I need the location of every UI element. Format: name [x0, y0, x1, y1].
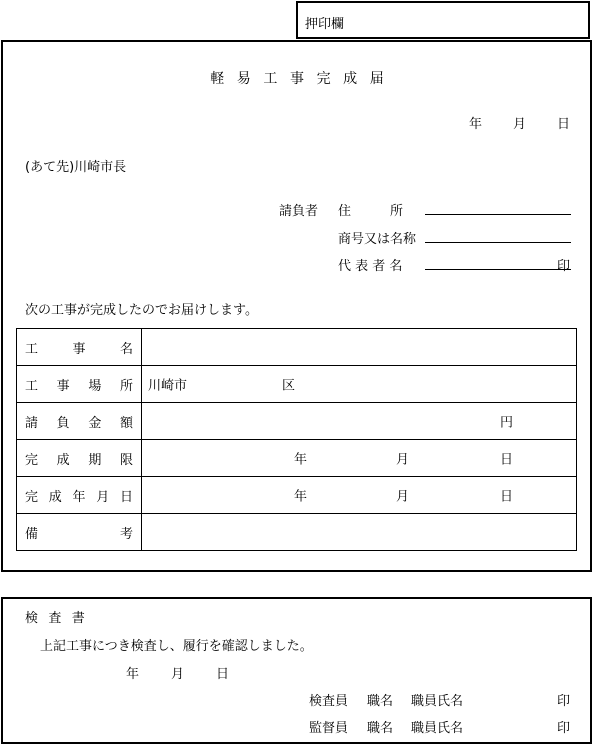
- year-label: 年: [126, 667, 140, 682]
- addressee: (あて先)川崎市長: [25, 160, 127, 175]
- table-row: [17, 329, 577, 366]
- year-label: 年: [294, 452, 308, 468]
- table-row: [17, 366, 577, 403]
- inspector-seal: 印: [557, 694, 571, 709]
- stamp-label: 押印欄: [305, 17, 345, 32]
- day-label: 日: [216, 667, 230, 682]
- table-row: [17, 403, 577, 440]
- work-table: [16, 328, 577, 551]
- supervisor-post: 職名: [367, 721, 394, 736]
- contractor-label: 請負者: [279, 204, 319, 219]
- work-name-field[interactable]: [142, 329, 577, 366]
- ward-label: 区: [282, 378, 296, 394]
- seal-mark: 印: [557, 259, 571, 274]
- day-label: 日: [500, 452, 514, 468]
- representative-label: 代 表 者 名: [338, 259, 403, 274]
- inspector-post: 職名: [367, 694, 394, 709]
- table-row: [17, 514, 577, 551]
- year-label: 年: [294, 489, 308, 505]
- table-row: [17, 477, 577, 514]
- company-field[interactable]: [425, 242, 571, 243]
- address-field[interactable]: [425, 214, 571, 215]
- supervisor-name: 職員氏名: [411, 721, 464, 736]
- row-label-work-name: 工 事 名: [17, 329, 142, 366]
- inspection-statement: 上記工事につき検査し、履行を確認しました。: [40, 639, 313, 654]
- city-label: 川崎市: [148, 378, 188, 394]
- table-row: [17, 440, 577, 477]
- inspection-title: 検査書: [25, 611, 96, 626]
- supervisor-role: 監督員: [309, 721, 349, 736]
- completion-date-field[interactable]: [142, 477, 577, 514]
- day-label: 日: [500, 489, 514, 505]
- month-label: 月: [171, 667, 185, 682]
- intro-text: 次の工事が完成したのでお届けします。: [25, 303, 258, 318]
- inspector-name: 職員氏名: [411, 694, 464, 709]
- address-label: 住 所: [338, 204, 404, 219]
- company-label: 商号又は名称: [338, 232, 417, 247]
- row-label-contract-amount: 請 負 金 額: [17, 403, 142, 440]
- row-label-remarks: 備 考: [17, 514, 142, 551]
- representative-field[interactable]: [425, 269, 571, 270]
- supervisor-seal: 印: [557, 721, 571, 736]
- contract-amount-field[interactable]: [142, 403, 577, 440]
- month-label: 月: [396, 489, 410, 505]
- date-year-label: 年: [469, 117, 483, 132]
- remarks-field[interactable]: [142, 514, 577, 551]
- month-label: 月: [396, 452, 410, 468]
- date-day-label: 日: [557, 117, 571, 132]
- row-label-completion-deadline: 完 成 期 限: [17, 440, 142, 477]
- row-label-completion-date: 完 成 年 月 日: [17, 477, 142, 514]
- form-title: 軽易工事完成届: [210, 71, 397, 87]
- date-month-label: 月: [513, 117, 527, 132]
- yen-unit: 円: [500, 415, 514, 431]
- inspector-role: 検査員: [309, 694, 349, 709]
- work-site-field[interactable]: [142, 366, 577, 403]
- row-label-work-site: 工 事 場 所: [17, 366, 142, 403]
- completion-deadline-field[interactable]: [142, 440, 577, 477]
